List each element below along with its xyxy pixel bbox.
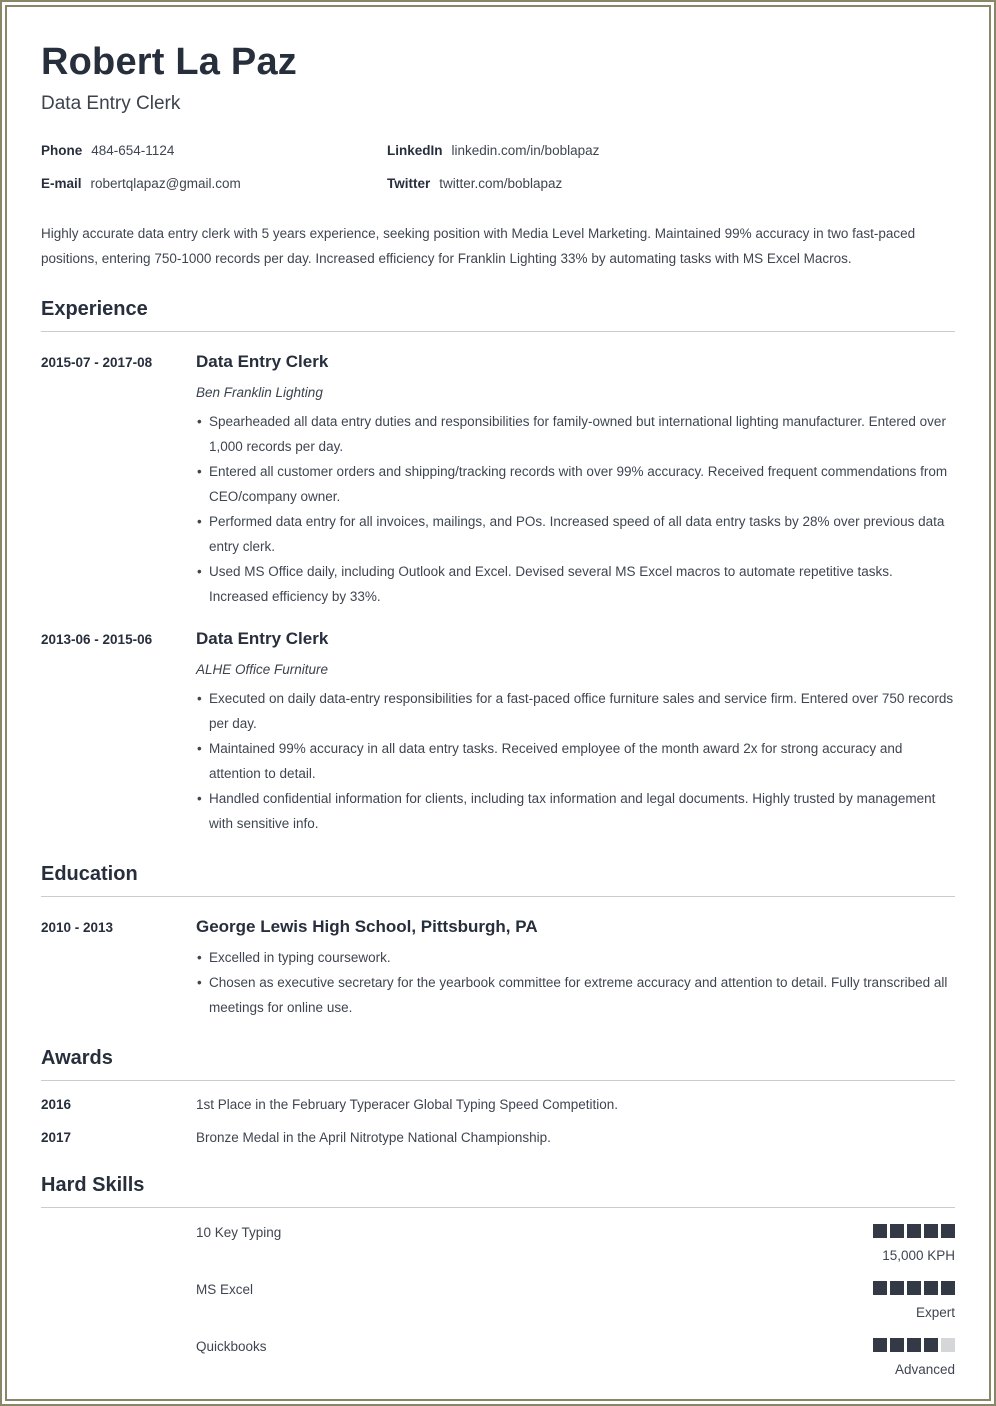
skill-row-spacer: [41, 1338, 196, 1379]
contact-phone-value: 484-654-1124: [91, 143, 175, 158]
skill-level-squares: [873, 1338, 955, 1352]
bullet-item: • Executed on daily data-entry responsibilities for a fast-paced office furniture sales and service firm. Entered over 750 records per day.: [196, 686, 955, 736]
bullet-item: • Excelled in typing coursework.: [196, 945, 955, 970]
education-bullet-list: [196, 945, 955, 1020]
award-text: 1st Place in the February Typeracer Global Typing Speed Competition.: [196, 1097, 618, 1112]
person-job-title: Data Entry Clerk: [41, 93, 181, 114]
award-row-2016: [41, 1095, 955, 1114]
education-school-name: George Lewis High School, Pittsburgh, PA: [196, 917, 538, 936]
skill-level-square: [924, 1281, 938, 1295]
skill-level-square: [873, 1281, 887, 1295]
award-text: Bronze Medal in the April Nitrotype National Championship.: [196, 1130, 551, 1145]
awards-section: [41, 1046, 955, 1147]
experience-entry-1: [41, 351, 955, 609]
experience-entry-title: Data Entry Clerk: [196, 352, 329, 371]
contact-linkedin-label: LinkedIn: [387, 143, 443, 158]
skill-level: [873, 1281, 955, 1322]
skill-level-squares: [873, 1224, 955, 1238]
contact-email-value: robertqlapaz@gmail.com: [90, 176, 241, 191]
skill-level-square: [941, 1281, 955, 1295]
education-heading: Education: [41, 862, 955, 897]
person-name: Robert La Paz: [41, 41, 297, 83]
skill-row-ms-excel: [41, 1281, 955, 1322]
skill-name: MS Excel: [196, 1282, 254, 1297]
skill-level-square: [890, 1338, 904, 1352]
contact-email: [41, 175, 387, 193]
education-section: [41, 862, 955, 1020]
contact-twitter-value: twitter.com/boblapaz: [439, 176, 563, 191]
skill-row-spacer: [41, 1224, 196, 1265]
skill-level-square: [924, 1338, 938, 1352]
award-row-2017: [41, 1128, 955, 1147]
skill-level-square: [907, 1338, 921, 1352]
hard-skills-heading: Hard Skills: [41, 1173, 955, 1208]
resume-page-inner: [5, 5, 991, 1401]
experience-heading: Experience: [41, 297, 955, 332]
skill-level-label: Advanced: [894, 1362, 955, 1377]
bullet-item: • Maintained 99% accuracy in all data entry tasks. Received employee of the month award 2x for strong accuracy and attention to detail.: [196, 736, 955, 786]
skill-name: 10 Key Typing: [196, 1225, 282, 1240]
bullet-item: • Entered all customer orders and shipping/tracking records with over 99% accuracy. Received frequent commendations from CEO/company owner.: [196, 459, 955, 509]
hard-skills-section: [41, 1173, 955, 1379]
skill-level-square: [873, 1338, 887, 1352]
skill-row-10-key-typing: [41, 1224, 955, 1265]
experience-entry-2: [41, 628, 955, 836]
skill-level-square: [907, 1281, 921, 1295]
experience-entry-dates: 2013-06 - 2015-06: [41, 632, 153, 647]
skill-level-label: 15,000 KPH: [882, 1248, 955, 1263]
contact-twitter-label: Twitter: [387, 176, 431, 191]
contact-linkedin: [387, 142, 955, 160]
skill-level-square: [873, 1224, 887, 1238]
experience-entry-company: ALHE Office Furniture: [196, 662, 329, 677]
contact-twitter: [387, 175, 955, 193]
skill-level-square: [941, 1224, 955, 1238]
skill-level-square: [890, 1281, 904, 1295]
skill-level-square: [890, 1224, 904, 1238]
experience-entry-dates: 2015-07 - 2017-08: [41, 355, 153, 370]
professional-summary: Highly accurate data entry clerk with 5 years experience, seeking position with Media Level Marketing. Maintained 99% accuracy in two fast-paced positions, entering 750-1000 records per day. Increased efficiency for Franklin Lighting 33% by automating tasks with MS Excel Macros.: [41, 226, 916, 266]
bullet-item: • Spearheaded all data entry duties and responsibilities for family-owned but international lighting manufacturer. Entered over 1,000 records per day.: [196, 409, 955, 459]
education-entry-dates: 2010 - 2013: [41, 920, 114, 935]
skill-level-square: [924, 1224, 938, 1238]
skill-level-squares: [873, 1281, 955, 1295]
experience-section: [41, 297, 955, 836]
bullet-item: • Handled confidential information for clients, including tax information and legal documents. Highly trusted by management with sensitive info.: [196, 786, 955, 836]
resume-header: [41, 40, 955, 271]
skill-row-spacer: [41, 1281, 196, 1322]
experience-bullet-list: [196, 409, 955, 609]
skill-level: [873, 1338, 955, 1379]
skill-row-quickbooks: [41, 1338, 955, 1379]
education-entry-body: [196, 916, 955, 1020]
experience-entry-body: [196, 351, 955, 609]
skill-level-square: [941, 1338, 955, 1352]
bullet-item: • Chosen as executive secretary for the yearbook committee for extreme accuracy and attention to detail. Fully transcribed all meetings for online use.: [196, 970, 955, 1020]
experience-bullet-list: [196, 686, 955, 836]
contact-phone: [41, 142, 387, 160]
award-year: 2017: [41, 1130, 72, 1145]
experience-entry-company: Ben Franklin Lighting: [196, 385, 323, 400]
skill-level-label: Expert: [915, 1305, 955, 1320]
skill-name: Quickbooks: [196, 1339, 267, 1354]
contact-info: [41, 142, 955, 193]
bullet-item: • Used MS Office daily, including Outlook and Excel. Devised several MS Excel macros to automate repetitive tasks. Increased efficiency by 33%.: [196, 559, 955, 609]
education-entry: [41, 916, 955, 1020]
experience-entry-title: Data Entry Clerk: [196, 629, 329, 648]
contact-phone-label: Phone: [41, 143, 83, 158]
skill-level: [873, 1224, 955, 1265]
skill-level-square: [907, 1224, 921, 1238]
contact-email-label: E-mail: [41, 176, 82, 191]
experience-entry-body: [196, 628, 955, 836]
awards-heading: Awards: [41, 1046, 955, 1081]
bullet-item: • Performed data entry for all invoices, mailings, and POs. Increased speed of all data entry tasks by 28% over previous data entry clerk.: [196, 509, 955, 559]
contact-linkedin-value: linkedin.com/in/boblapaz: [451, 143, 600, 158]
award-year: 2016: [41, 1097, 72, 1112]
